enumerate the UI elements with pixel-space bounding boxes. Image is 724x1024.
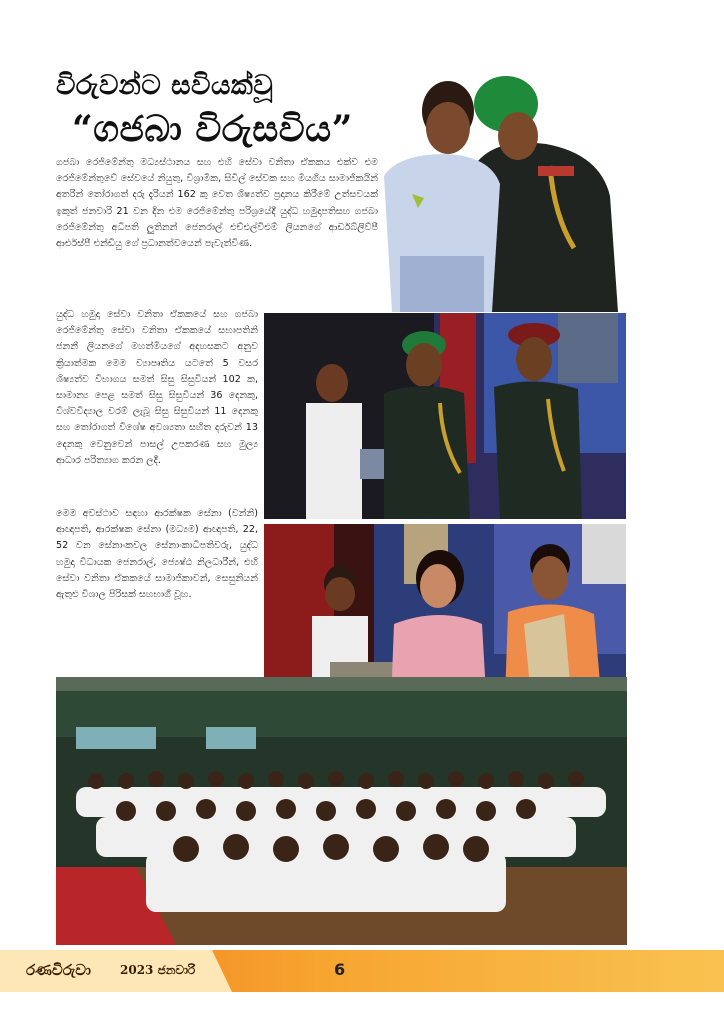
article-paragraph-3: මෙම අවස්ථාව සඳහා ආරක්ෂක සේනා (වන්නි) ආඥාපති, ආරක්ෂක සේනා (මධ්‍යම) ආඥාපති, 22, 52 වන සේනාංකවල සේනාංකාධිපතිවරු, යුද්ධ හමුදා විධායක ජෙනරාල්, ජ්‍යෙෂ්ඨ නිලධාරීන්, එහි සේවා වනිතා ඒකකයේ සාමාජිකාවන්, සෙසුනියන් ඇතුළු විශාල පිරිසක් සහභාගී වූහ. — [56, 508, 258, 601]
issue-date: 2023 ජනවාරි — [120, 963, 196, 977]
page-footer — [0, 950, 724, 992]
article-paragraph-1: ගජබා රෙජිමේන්තු මධ්‍යස්ථානය සහ එහි සේවා වනිතා ඒකකය එක්ව එම රෙජිමේන්තුවේ සේවයේ නියුතු, විශ්‍රාමික, සිවිල් සේවක සහ මියගිය සාමාජිකයින් අතරින් තෝරාගත් දරු දැරියන් 162 කු වෙත ශිෂ්‍යත්ව ප්‍රදානය කිරීමේ උත්සවයක් ඉකුත් ජනවාරි 21 වන දින එම රෙජිමේන්තු පරිශ්‍රයේදී යුද්ධ හමුදාපතිසහ ගජබා රෙජිමේන්තු අධිපති ලුතිනන් ජෙනරාල් එච්එල්වීඑම් ලියනගේ ආර්ඩබ්ලිව්පී ආර්එස්පී එන්ඩියු ගේ ප්‍රධානත්වයෙන් පැවැත්විණ. — [56, 157, 378, 250]
photo-audience-hall — [56, 677, 627, 945]
photo-officer-with-student — [378, 66, 624, 312]
article-paragraph-2: යුද්ධ හමුදා සේවා වනිතා ඒකකයේ සහ ගජබා රෙජිමේන්තු සේවා වනිතා ඒකකයේ සභාපතිනි ජනනී ලියනගේ මහත්මියගේ අදහසකට අනුව ක්‍රියාත්මක මෙම ව්‍යාපෘතිය යටතේ 5 වසර ශිෂ්‍යත්ව විභාගය සමත් සිසු සිසුවියන් 102 ක, සාමාන්‍ය පෙළ සමත් සිසු සිසුවියන් 36 දෙනකු, විශ්වවිද්‍යාල වරම් ලැබූ සිසු සිසුවියන් 11 දෙනකු සහ තෝරාගත් විශේෂ අවශ්‍යතා සහිත දරුවන් 13 දෙනකු වෙනුවෙන් පාසල් උපකරණ සහ මුල්‍ය ආධාර පරිත්‍යාග කරන ලදී. — [56, 309, 258, 466]
photo-gift-presentation-officer — [264, 313, 626, 519]
magazine-logo: රණවිරුවා — [26, 961, 91, 979]
article-kicker: විරුවන්ට සවියක්වූ — [56, 70, 274, 101]
article-headline: “ගජබා විරුසවිය” — [72, 108, 353, 150]
page-number: 6 — [334, 960, 346, 979]
